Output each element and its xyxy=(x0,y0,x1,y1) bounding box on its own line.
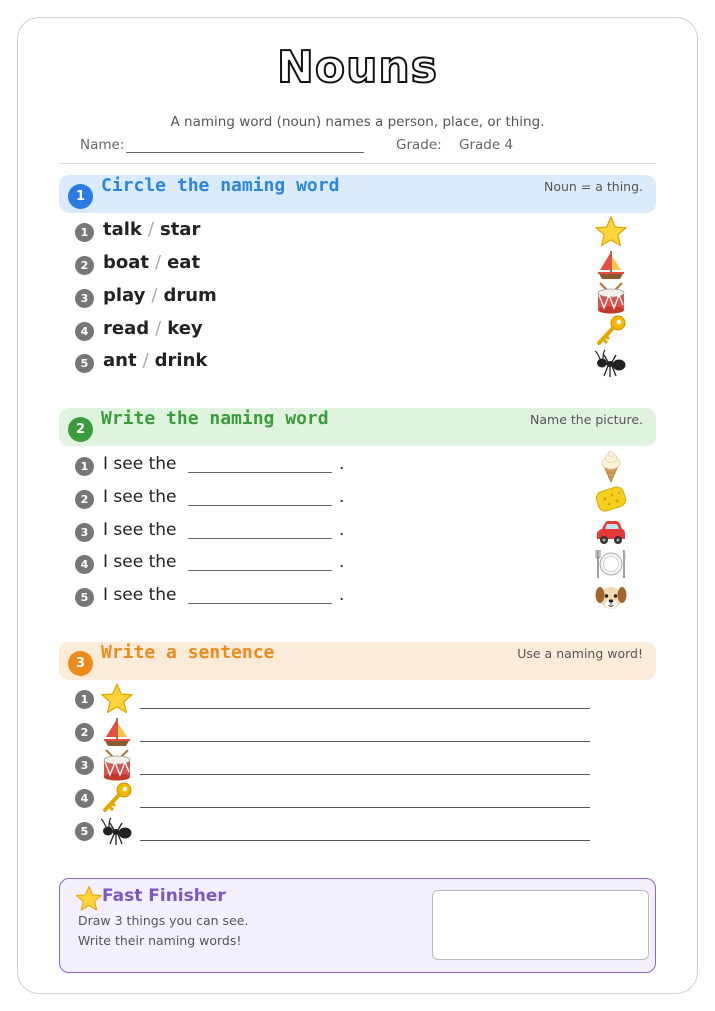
write-item xyxy=(0,549,715,579)
header-divider xyxy=(59,163,656,164)
section-3-banner xyxy=(59,642,656,680)
item-number: 4 xyxy=(75,789,94,808)
drawing-box[interactable] xyxy=(432,890,649,960)
item-number: 2 xyxy=(75,723,94,742)
section-1-title: Circle the naming word xyxy=(101,175,340,196)
write-item xyxy=(0,484,715,514)
sailboat-icon xyxy=(100,715,134,749)
fast-finisher-box xyxy=(59,878,656,973)
drum-icon xyxy=(594,281,628,315)
item-number: 1 xyxy=(75,223,94,242)
sentence-prompt: I see the xyxy=(103,585,177,605)
word-option[interactable]: eat xyxy=(167,252,201,273)
section-3-hint: Use a naming word! xyxy=(517,646,643,661)
sentence-period: . xyxy=(339,454,345,474)
sentence-period: . xyxy=(339,487,345,507)
dog-icon xyxy=(594,580,628,614)
ant-icon xyxy=(100,814,134,848)
sentence-item xyxy=(0,816,715,846)
key-icon xyxy=(594,314,628,348)
word-choice xyxy=(103,219,200,240)
section-1-banner xyxy=(59,175,656,213)
sentence-item xyxy=(0,783,715,813)
write-item xyxy=(0,451,715,481)
item-number: 5 xyxy=(75,822,94,841)
section-1-number: 1 xyxy=(68,184,93,209)
car-icon xyxy=(594,515,628,549)
circle-item xyxy=(0,250,715,280)
word-option[interactable]: ant xyxy=(103,350,137,371)
slash-separator: / xyxy=(142,350,149,371)
section-2-hint: Name the picture. xyxy=(530,412,643,427)
name-field xyxy=(80,137,364,153)
item-number: 3 xyxy=(75,523,94,542)
section-1-hint: Noun = a thing. xyxy=(543,179,643,194)
sentence-prompt: I see the xyxy=(103,520,177,540)
word-option[interactable]: star xyxy=(159,219,201,240)
circle-item xyxy=(0,283,715,313)
drum-icon xyxy=(100,748,134,782)
sentence-item xyxy=(0,684,715,714)
word-choice xyxy=(103,350,207,371)
slash-separator: / xyxy=(147,219,154,240)
item-number: 3 xyxy=(75,756,94,775)
word-choice xyxy=(103,318,203,339)
item-number: 3 xyxy=(75,289,94,308)
answer-blank[interactable] xyxy=(188,472,332,473)
word-choice xyxy=(103,285,217,306)
page-subtitle: A naming word (noun) names a person, place, or thing. xyxy=(170,114,545,130)
key-icon xyxy=(100,781,134,815)
section-3-number: 3 xyxy=(68,651,93,676)
sentence-item xyxy=(0,750,715,780)
ant-icon xyxy=(594,346,628,380)
sailboat-icon xyxy=(594,248,628,282)
slash-separator: / xyxy=(151,285,158,306)
sentence-period: . xyxy=(339,585,345,605)
sentence-line[interactable] xyxy=(140,708,590,709)
write-item xyxy=(0,582,715,612)
section-2-title: Write the naming word xyxy=(101,408,329,429)
star-icon xyxy=(100,682,134,716)
item-number: 5 xyxy=(75,354,94,373)
plate-icon xyxy=(594,547,628,581)
sponge-icon xyxy=(594,482,628,516)
word-option[interactable]: boat xyxy=(103,252,150,273)
sentence-prompt: I see the xyxy=(103,454,177,474)
word-option[interactable]: read xyxy=(103,318,150,339)
item-number: 2 xyxy=(75,256,94,275)
section-2-banner xyxy=(59,408,656,446)
item-number: 5 xyxy=(75,588,94,607)
sentence-prompt: I see the xyxy=(103,487,177,507)
write-item xyxy=(0,517,715,547)
item-number: 4 xyxy=(75,555,94,574)
slash-separator: / xyxy=(155,252,162,273)
name-input-line[interactable] xyxy=(126,138,364,153)
word-option[interactable]: key xyxy=(167,318,203,339)
ice-cream-icon xyxy=(594,449,628,483)
answer-blank[interactable] xyxy=(188,570,332,571)
word-option[interactable]: play xyxy=(103,285,146,306)
word-option[interactable]: drum xyxy=(163,285,217,306)
sentence-line[interactable] xyxy=(140,840,590,841)
sentence-line[interactable] xyxy=(140,741,590,742)
circle-item xyxy=(0,217,715,247)
fast-finisher-line-1: Draw 3 things you can see. xyxy=(78,913,249,928)
slash-separator: / xyxy=(155,318,162,339)
star-icon xyxy=(75,885,103,913)
grade-value: Grade 4 xyxy=(459,137,514,153)
sentence-line[interactable] xyxy=(140,774,590,775)
word-option[interactable]: talk xyxy=(103,219,142,240)
answer-blank[interactable] xyxy=(188,538,332,539)
word-option[interactable]: drink xyxy=(154,350,208,371)
circle-item xyxy=(0,316,715,346)
sentence-period: . xyxy=(339,552,345,572)
sentence-line[interactable] xyxy=(140,807,590,808)
fast-finisher-title: Fast Finisher xyxy=(102,886,226,906)
section-3-title: Write a sentence xyxy=(101,642,275,663)
item-number: 1 xyxy=(75,690,94,709)
answer-blank[interactable] xyxy=(188,505,332,506)
circle-item xyxy=(0,348,715,378)
item-number: 2 xyxy=(75,490,94,509)
sentence-item xyxy=(0,717,715,747)
section-2-number: 2 xyxy=(68,417,93,442)
word-choice xyxy=(103,252,200,273)
fast-finisher-line-2: Write their naming words! xyxy=(78,933,242,948)
star-icon xyxy=(594,215,628,249)
name-label: Name: xyxy=(80,137,125,153)
sentence-prompt: I see the xyxy=(103,552,177,572)
sentence-period: . xyxy=(339,520,345,540)
page-title: Nouns xyxy=(277,42,438,93)
answer-blank[interactable] xyxy=(188,603,332,604)
grade-label: Grade: xyxy=(396,137,442,153)
item-number: 4 xyxy=(75,322,94,341)
item-number: 1 xyxy=(75,457,94,476)
